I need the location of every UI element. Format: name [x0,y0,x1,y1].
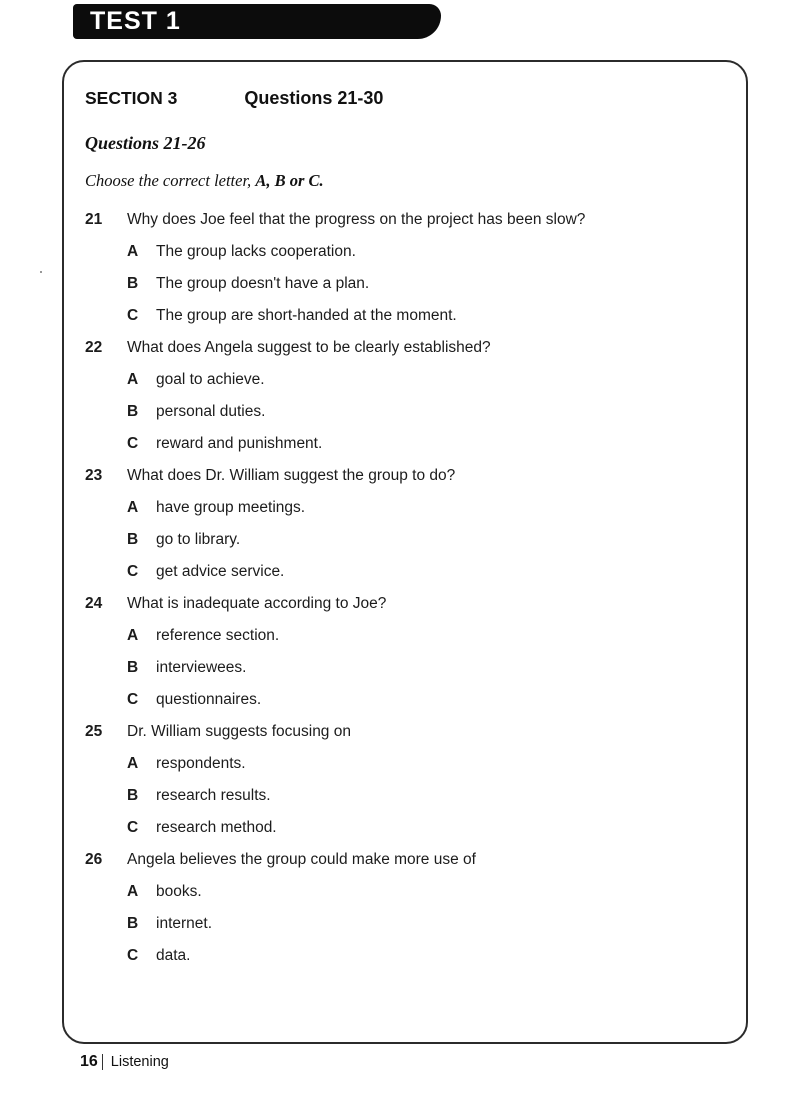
question-row [85,204,726,236]
options-list [85,876,726,972]
section-heading: SECTION 3 [85,88,178,108]
option-text: internet. [156,915,213,932]
instruction-emphasis: A, B or C. [255,171,324,190]
answer-option [85,428,726,460]
option-text: respondents. [156,755,246,772]
question-block [85,844,726,972]
option-letter: B [127,531,139,548]
question-text: Angela believes the group could make more use of [127,851,476,868]
option-text: data. [156,947,191,964]
answer-option [85,236,726,268]
question-text: What does Angela suggest to be clearly established? [127,339,491,356]
option-letter: B [127,787,139,804]
option-letter: B [127,403,139,420]
option-text: The group lacks cooperation. [156,243,356,260]
question-number: 25 [85,723,103,740]
option-text: personal duties. [156,403,266,420]
answer-option [85,812,726,844]
question-block [85,588,726,716]
question-number: 22 [85,339,103,356]
answer-option [85,652,726,684]
option-text: get advice service. [156,563,285,580]
answer-option [85,396,726,428]
answer-option [85,908,726,940]
question-number: 24 [85,595,103,612]
question-block [85,332,726,460]
option-text: have group meetings. [156,499,306,516]
option-letter: C [127,563,139,580]
option-letter: A [127,883,139,900]
question-row [85,588,726,620]
question-block [85,716,726,844]
question-text: What is inadequate according to Joe? [127,595,387,612]
answer-option [85,556,726,588]
option-letter: A [127,627,139,644]
option-text: reference section. [156,627,280,644]
option-text: go to library. [156,531,241,548]
option-letter: A [127,371,139,388]
answer-option [85,620,726,652]
answer-option [85,492,726,524]
option-text: questionnaires. [156,691,262,708]
answer-option [85,684,726,716]
question-block [85,460,726,588]
question-row [85,460,726,492]
answer-option [85,524,726,556]
question-text: Why does Joe feel that the progress on the project has been slow? [127,211,586,228]
options-list [85,748,726,844]
answer-option [85,780,726,812]
footer-section-label: Listening [110,1054,169,1070]
answer-option [85,748,726,780]
option-text: interviewees. [156,659,247,676]
option-letter: C [127,947,139,964]
question-text: Dr. William suggests focusing on [127,723,351,740]
question-row [85,716,726,748]
option-letter: C [127,691,139,708]
question-text: What does Dr. William suggest the group to do? [127,467,456,484]
answer-option [85,940,726,972]
answer-option [85,268,726,300]
option-text: The group are short-handed at the moment. [156,307,457,324]
question-row [85,844,726,876]
option-text: The group doesn't have a plan. [156,275,370,292]
option-text: books. [156,883,202,900]
option-letter: C [127,307,139,324]
options-list [85,492,726,588]
question-row [85,332,726,364]
test-title: TEST 1 [90,7,181,35]
instruction-line [85,171,726,191]
question-number: 21 [85,211,103,228]
option-letter: B [127,915,139,932]
subsection-heading: Questions 21-26 [85,133,206,153]
section-header [85,88,726,109]
test-banner [73,4,441,39]
instruction-text: Choose the correct letter, [85,171,256,190]
scan-speck [40,271,42,273]
option-letter: C [127,819,139,836]
answer-option [85,876,726,908]
options-list [85,620,726,716]
options-list [85,236,726,332]
options-list [85,364,726,460]
option-letter: B [127,659,139,676]
footer-divider [102,1054,103,1070]
answer-option [85,300,726,332]
question-block [85,204,726,332]
questions-list [85,204,726,972]
option-text: reward and punishment. [156,435,323,452]
option-letter: A [127,243,139,260]
question-sheet-frame [62,60,748,1044]
page-number: 16 [80,1053,98,1070]
option-letter: A [127,499,139,516]
option-letter: A [127,755,139,772]
option-letter: B [127,275,139,292]
option-text: research results. [156,787,271,804]
sheet-content [64,62,746,972]
section-question-range: Questions 21-30 [244,88,384,108]
option-text: research method. [156,819,277,836]
question-number: 26 [85,851,103,868]
option-letter: C [127,435,139,452]
option-text: goal to achieve. [156,371,265,388]
answer-option [85,364,726,396]
page-footer [80,1053,169,1071]
question-number: 23 [85,467,103,484]
